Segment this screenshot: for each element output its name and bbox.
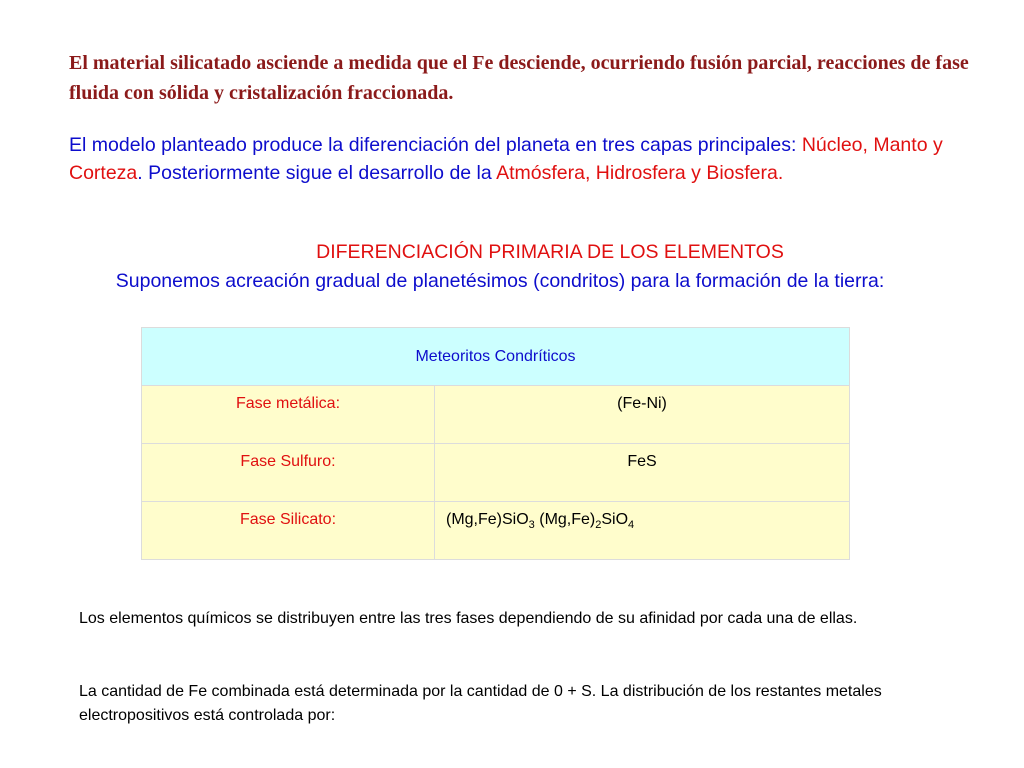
- model-dot: .: [137, 162, 143, 184]
- formula-part: SiO: [601, 511, 629, 528]
- chondrite-table: [141, 327, 850, 560]
- section-heading: DIFERENCIACIÓN PRIMARIA DE LOS ELEMENTOS: [316, 241, 784, 263]
- table-row: [142, 502, 850, 560]
- row-label: Fase Silicato:: [142, 502, 435, 560]
- formula-sub: 3: [528, 519, 535, 532]
- row-label: Fase metálica:: [142, 386, 435, 444]
- model-spheres: Atmósfera, Hidrosfera y Biosfera.: [496, 162, 784, 184]
- formula-sub: 4: [628, 519, 635, 532]
- row-label: Fase Sulfuro:: [142, 444, 435, 502]
- distribution-paragraph: Los elementos químicos se distribuyen entre las tres fases dependiendo de su afinidad por cada una de ellas.: [79, 610, 858, 627]
- section-subtitle: Suponemos acreación gradual de planetésimos (condritos) para la formación de la tierra:: [115, 270, 885, 292]
- model-paragraph: [69, 131, 969, 187]
- model-text-2: Posteriormente sigue el desarrollo de la: [142, 162, 497, 184]
- formula-part: (Mg,Fe): [534, 511, 596, 528]
- table-header-row: [142, 328, 850, 386]
- formula-part: (Mg,Fe)SiO: [446, 511, 529, 528]
- formula-sub: 2: [595, 519, 602, 532]
- table-header: Meteoritos Condríticos: [142, 328, 850, 386]
- intro-paragraph: El material silicatado asciende a medida que el Fe desciende, ocurriendo fusión parcial, reacciones de fase fluida con sólida y cristalización fraccionada.: [69, 52, 969, 104]
- model-text-1: El modelo planteado produce la diferenciación del planeta en tres capas principales:: [69, 134, 797, 156]
- row-value: FeS: [435, 444, 850, 502]
- model-layers: Núcleo, Manto y Corteza: [69, 134, 943, 184]
- row-value: (Fe-Ni): [435, 386, 850, 444]
- iron-paragraph: La cantidad de Fe combinada está determinada por la cantidad de 0 + S. La distribución de los restantes metales electropositivos está controlada por:: [79, 683, 882, 724]
- table-row: [142, 386, 850, 444]
- row-value-formula: [435, 502, 850, 560]
- table-row: [142, 444, 850, 502]
